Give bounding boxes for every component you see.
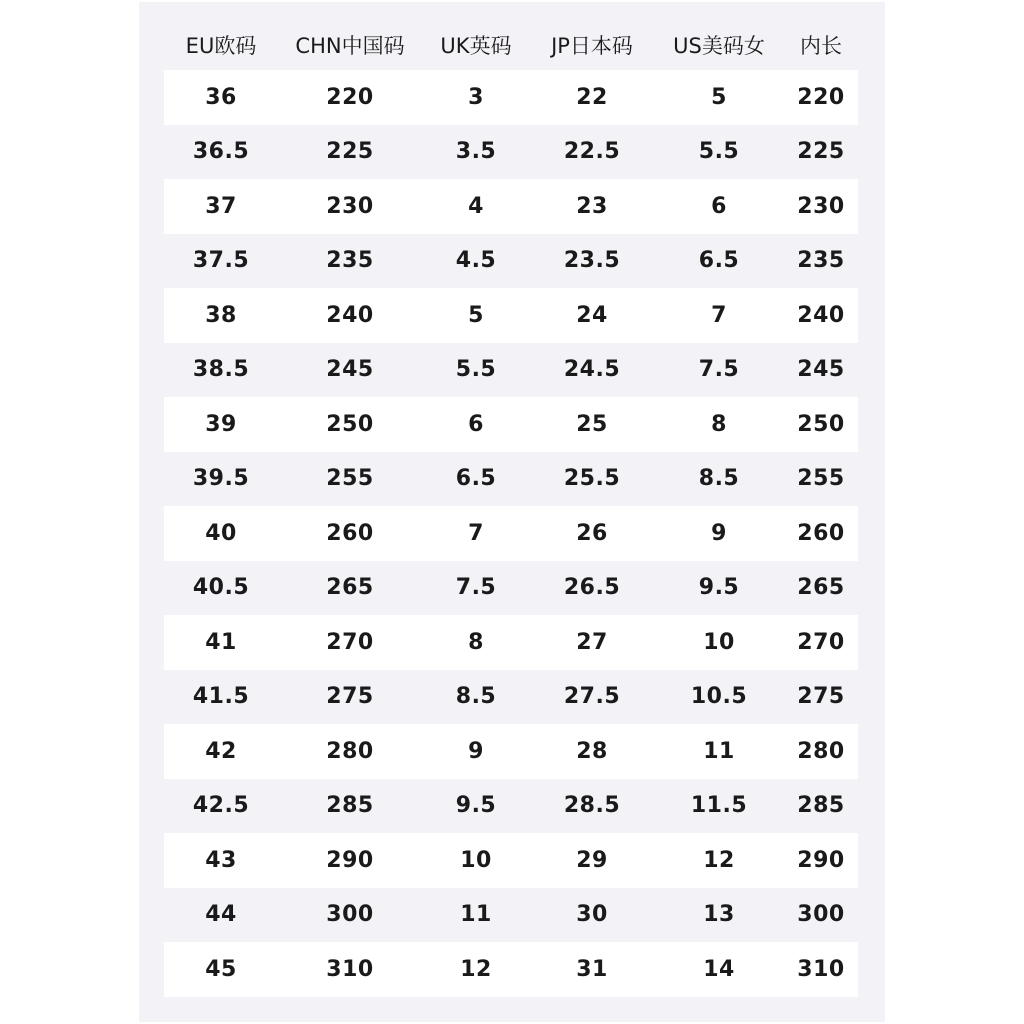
cell-eu: 39.5 <box>192 466 250 492</box>
cell-eu: 41 <box>205 629 237 655</box>
header-uk: UK英码 <box>440 34 512 58</box>
cell-inner-length: 310 <box>797 956 845 982</box>
cell-jp: 22 <box>576 84 608 110</box>
cell-jp: 25.5 <box>563 466 621 492</box>
cell-uk: 6 <box>468 411 484 437</box>
cell-jp: 31 <box>576 956 608 982</box>
cell-jp: 27 <box>576 629 608 655</box>
cell-inner-length: 235 <box>797 248 845 274</box>
cell-chn: 225 <box>326 139 374 165</box>
cell-jp: 26 <box>576 520 608 546</box>
table-row <box>164 288 858 343</box>
cell-eu: 42 <box>205 738 237 764</box>
cell-jp: 23 <box>576 193 608 219</box>
header-inner-length: 内长 <box>800 34 842 58</box>
cell-eu: 45 <box>205 956 237 982</box>
table-row <box>164 561 858 616</box>
cell-chn: 265 <box>326 575 374 601</box>
cell-eu: 43 <box>205 847 237 873</box>
cell-uk: 7.5 <box>455 575 497 601</box>
table-row <box>164 615 858 670</box>
table-row <box>164 452 858 507</box>
cell-jp: 27.5 <box>563 684 621 710</box>
cell-us-women: 8 <box>711 411 727 437</box>
cell-chn: 230 <box>326 193 374 219</box>
table-row <box>164 779 858 834</box>
cell-inner-length: 240 <box>797 302 845 328</box>
cell-jp: 24 <box>576 302 608 328</box>
cell-chn: 245 <box>326 357 374 383</box>
cell-jp: 28.5 <box>563 793 621 819</box>
cell-chn: 255 <box>326 466 374 492</box>
cell-inner-length: 230 <box>797 193 845 219</box>
cell-inner-length: 290 <box>797 847 845 873</box>
table-row <box>164 125 858 180</box>
cell-inner-length: 300 <box>797 902 845 928</box>
cell-eu: 40 <box>205 520 237 546</box>
cell-eu: 36 <box>205 84 237 110</box>
cell-uk: 7 <box>468 520 484 546</box>
cell-us-women: 5 <box>711 84 727 110</box>
cell-inner-length: 260 <box>797 520 845 546</box>
cell-us-women: 6 <box>711 193 727 219</box>
header-chn: CHN中国码 <box>295 34 405 58</box>
table-header <box>164 22 858 68</box>
cell-chn: 250 <box>326 411 374 437</box>
cell-jp: 25 <box>576 411 608 437</box>
table-row <box>164 670 858 725</box>
cell-chn: 290 <box>326 847 374 873</box>
cell-us-women: 10 <box>703 629 735 655</box>
cell-eu: 38 <box>205 302 237 328</box>
cell-uk: 9.5 <box>455 793 497 819</box>
cell-uk: 3.5 <box>455 139 497 165</box>
cell-inner-length: 245 <box>797 357 845 383</box>
cell-uk: 8.5 <box>455 684 497 710</box>
cell-chn: 235 <box>326 248 374 274</box>
table-row <box>164 724 858 779</box>
cell-uk: 4.5 <box>455 248 497 274</box>
cell-uk: 12 <box>460 956 492 982</box>
cell-eu: 37.5 <box>192 248 250 274</box>
cell-inner-length: 225 <box>797 139 845 165</box>
cell-uk: 10 <box>460 847 492 873</box>
cell-us-women: 6.5 <box>698 248 740 274</box>
cell-us-women: 9 <box>711 520 727 546</box>
header-us-women: US美码女 <box>673 34 765 58</box>
cell-uk: 4 <box>468 193 484 219</box>
cell-chn: 220 <box>326 84 374 110</box>
cell-us-women: 7 <box>711 302 727 328</box>
cell-jp: 23.5 <box>563 248 621 274</box>
cell-us-women: 8.5 <box>698 466 740 492</box>
cell-chn: 300 <box>326 902 374 928</box>
cell-us-women: 11.5 <box>690 793 748 819</box>
cell-inner-length: 285 <box>797 793 845 819</box>
cell-us-women: 12 <box>703 847 735 873</box>
cell-eu: 40.5 <box>192 575 250 601</box>
cell-us-women: 11 <box>703 738 735 764</box>
table-row <box>164 179 858 234</box>
cell-uk: 3 <box>468 84 484 110</box>
cell-uk: 5.5 <box>455 357 497 383</box>
table-row <box>164 888 858 943</box>
cell-uk: 9 <box>468 738 484 764</box>
cell-eu: 42.5 <box>192 793 250 819</box>
cell-chn: 285 <box>326 793 374 819</box>
cell-jp: 22.5 <box>563 139 621 165</box>
cell-uk: 5 <box>468 302 484 328</box>
cell-jp: 28 <box>576 738 608 764</box>
cell-inner-length: 255 <box>797 466 845 492</box>
cell-us-women: 9.5 <box>698 575 740 601</box>
cell-jp: 24.5 <box>563 357 621 383</box>
cell-inner-length: 250 <box>797 411 845 437</box>
table-row <box>164 234 858 289</box>
cell-uk: 11 <box>460 902 492 928</box>
cell-us-women: 10.5 <box>690 684 748 710</box>
size-chart-sheet <box>139 2 885 1022</box>
cell-eu: 44 <box>205 902 237 928</box>
table-row <box>164 506 858 561</box>
cell-eu: 36.5 <box>192 139 250 165</box>
table-row <box>164 942 858 997</box>
table-row <box>164 343 858 398</box>
cell-inner-length: 265 <box>797 575 845 601</box>
table-row <box>164 70 858 125</box>
header-jp: JP日本码 <box>551 34 633 58</box>
cell-chn: 240 <box>326 302 374 328</box>
cell-eu: 37 <box>205 193 237 219</box>
cell-jp: 30 <box>576 902 608 928</box>
cell-eu: 39 <box>205 411 237 437</box>
header-eu: EU欧码 <box>185 34 257 58</box>
cell-eu: 38.5 <box>192 357 250 383</box>
table-row <box>164 833 858 888</box>
table-row <box>164 397 858 452</box>
cell-eu: 41.5 <box>192 684 250 710</box>
cell-us-women: 13 <box>703 902 735 928</box>
cell-inner-length: 280 <box>797 738 845 764</box>
cell-chn: 270 <box>326 629 374 655</box>
cell-chn: 310 <box>326 956 374 982</box>
cell-us-women: 14 <box>703 956 735 982</box>
table-body <box>164 70 858 997</box>
cell-us-women: 7.5 <box>698 357 740 383</box>
cell-inner-length: 275 <box>797 684 845 710</box>
cell-jp: 26.5 <box>563 575 621 601</box>
cell-inner-length: 220 <box>797 84 845 110</box>
cell-chn: 280 <box>326 738 374 764</box>
cell-uk: 6.5 <box>455 466 497 492</box>
cell-us-women: 5.5 <box>698 139 740 165</box>
cell-chn: 275 <box>326 684 374 710</box>
cell-inner-length: 270 <box>797 629 845 655</box>
cell-uk: 8 <box>468 629 484 655</box>
cell-chn: 260 <box>326 520 374 546</box>
cell-jp: 29 <box>576 847 608 873</box>
